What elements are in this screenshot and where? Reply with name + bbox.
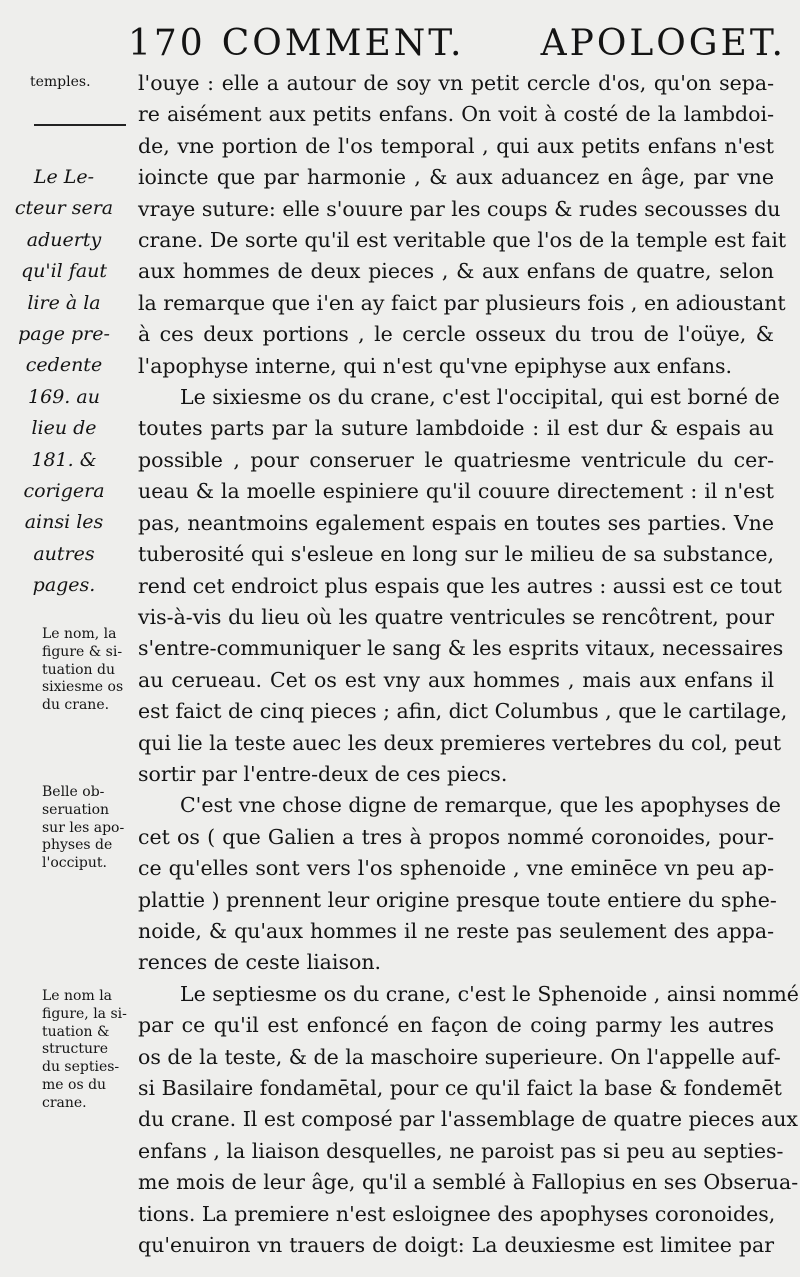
text-line: os de la teste, & de la maschoire superieure. On l'appelle auf- <box>138 1044 781 1069</box>
margin-note-line: Le nom, la <box>42 626 117 642</box>
text-line: à ces deux portions , le cercle osseux du trou de l'oüye, & <box>138 322 774 347</box>
margin-note-erratum <box>0 162 128 602</box>
margin-note-line: seruation <box>42 801 110 818</box>
margin-note-line: Le Le- <box>33 166 95 188</box>
margin-note-line: du septies- <box>42 1059 120 1076</box>
margin-note-line: du crane. <box>42 697 110 714</box>
margin-note-line: pages. <box>32 574 96 597</box>
text-line: cet os ( que Galien a tres à propos nommé coronoides, pour- <box>138 824 774 849</box>
text-line: rend cet endroict plus espais que les autres : aussi est ce tout <box>138 573 782 598</box>
margin-note-line: tuation du <box>42 661 115 678</box>
text-line: la remarque que i'en ay faict par plusieurs fois , en adioustant <box>138 290 786 315</box>
margin-note-line: tuation & <box>42 1023 110 1040</box>
text-line: sortir par l'entre-deux de ces piecs. <box>138 761 508 786</box>
text-line: l'ouye : elle a autour de soy vn petit cercle d'os, qu'on sepa- <box>138 71 774 95</box>
text-line: l'apophyse interne, qui n'est qu'vne epiphyse aux enfans. <box>138 353 733 378</box>
text-line: ioincte que par harmonie , & aux aduancez en âge, par vne <box>138 165 774 190</box>
margin-note-line: qu'il faut <box>20 260 108 283</box>
margin-note-line: autres <box>33 542 95 565</box>
text-line: au cerueau. Cet os est vny aux hommes , mais aux enfans il <box>138 667 774 692</box>
margin-note-line: aduerty <box>26 228 102 251</box>
text-line: vis-à-vis du lieu où les quatre ventricules se rencôtrent, pour <box>138 604 774 629</box>
text-line: est faict de cinq pieces ; afin, dict Columbus , que le cartilage, <box>138 699 788 724</box>
text-line: crane. De sorte qu'il est veritable que l'os de la temple est fait <box>138 228 787 253</box>
text-line: qu'enuiron vn trauers de doigt: La deuxiesme est limitee par <box>138 1233 774 1258</box>
text-line: vraye suture: elle s'ouure par les coups & rudes secousses du <box>138 196 781 221</box>
paragraph-start-line: Le septiesme os du crane, c'est le Sphenoide , ainsi nommé <box>180 981 799 1006</box>
text-line: de, vne portion de l'os temporal , qui aux petits enfans n'est <box>138 133 774 158</box>
margin-rule <box>34 124 126 126</box>
margin-note-observation <box>0 784 128 873</box>
margin-note-line: 169. au <box>28 385 100 408</box>
margin-note-line: Le nom la <box>42 988 113 1004</box>
text-line: enfans , la liaison desquelles, ne paroist pas si peu au septies- <box>138 1138 784 1163</box>
page-number: 170 <box>128 23 206 64</box>
text-line: du crane. Il est composé par l'assemblage de quatre pieces aux <box>138 1107 798 1132</box>
margin-note-line: figure, la si- <box>42 1005 127 1022</box>
text-line: noide, & qu'aux hommes il ne reste pas seulement des appa- <box>138 918 774 943</box>
text-line: ce qu'elles sont vers l'os sphenoide , vne eminēce vn peu ap- <box>138 856 774 881</box>
text-line: si Basilaire fondamētal, pour ce qu'il faict la base & fondemēt <box>138 1076 782 1100</box>
margin-note-line: Belle ob- <box>42 784 105 800</box>
text-line: toutes parts par la suture lambdoide : il est dur & espais au <box>138 416 774 441</box>
text-line: plattie ) prennent leur origine presque toute entiere du sphe- <box>138 887 777 912</box>
paragraph-start-line: Le sixiesme os du crane, c'est l'occipital, qui est borné de <box>180 385 780 410</box>
margin-note-line: cteur sera <box>14 197 114 220</box>
text-line: qui lie la teste auec les deux premieres vertebres du col, peut <box>138 730 782 755</box>
margin-note-sphenoid <box>0 988 128 1113</box>
header-title-left: COMMENT. <box>221 23 465 64</box>
text-line: me mois de leur âge, qu'il a semblé à Fallopius en ses Obserua- <box>138 1170 799 1195</box>
margin-note-line: sur les apo- <box>42 819 125 836</box>
text-line: pas, neantmoins egalement espais en toutes ses parties. Vne <box>138 510 774 535</box>
margin-note-line: 181. & <box>31 448 97 471</box>
margin-note-line: figure & si- <box>42 643 123 660</box>
text-line: s'entre-communiquer le sang & les esprits vitaux, necessaires <box>138 636 784 661</box>
body-text <box>138 68 799 1261</box>
margin-note-line: structure <box>42 1041 108 1058</box>
header-title-right: APOLOGET. <box>540 23 786 64</box>
paragraph-start-line: C'est vne chose digne de remarque, que les apophyses de <box>180 793 781 818</box>
margin-note-temples <box>0 74 116 92</box>
margin-note-occipital <box>0 626 128 715</box>
margin-note-line: physes de <box>42 837 113 854</box>
text-line: possible , pour conseruer le quatriesme ventricule du cer- <box>138 447 774 472</box>
margin-note-line: page pre- <box>18 323 110 346</box>
margin-note-line: temples. <box>30 74 91 90</box>
margin-note-line: l'occiput. <box>42 855 107 872</box>
text-line: aux hommes de deux pieces , & aux enfans de quatre, selon <box>138 259 774 284</box>
margin-note-line: me os du <box>42 1076 107 1093</box>
margin-note-line: corigera <box>23 480 105 503</box>
text-line: par ce qu'il est enfoncé en façon de coing parmy les autres <box>138 1013 774 1038</box>
text-line: re aisément aux petits enfans. On voit à costé de la lambdoi- <box>138 102 774 127</box>
margin-note-line: sixiesme os <box>42 679 124 696</box>
margin-note-line: cedente <box>25 354 103 377</box>
margin-note-line: crane. <box>42 1094 87 1111</box>
margin-note-line: lieu de <box>31 417 97 440</box>
margin-note-line: lire à la <box>27 291 101 314</box>
text-line: tuberosité qui s'esleue en long sur le milieu de sa substance, <box>138 542 774 567</box>
margin-note-line: ainsi les <box>24 511 104 534</box>
text-line: rences de ceste liaison. <box>138 950 382 975</box>
running-header <box>128 22 788 66</box>
text-line: ueau & la moelle espiniere qu'il couure directement : il n'est <box>138 479 774 504</box>
text-line: tions. La premiere n'est esloignee des apophyses coronoides, <box>138 1201 776 1226</box>
